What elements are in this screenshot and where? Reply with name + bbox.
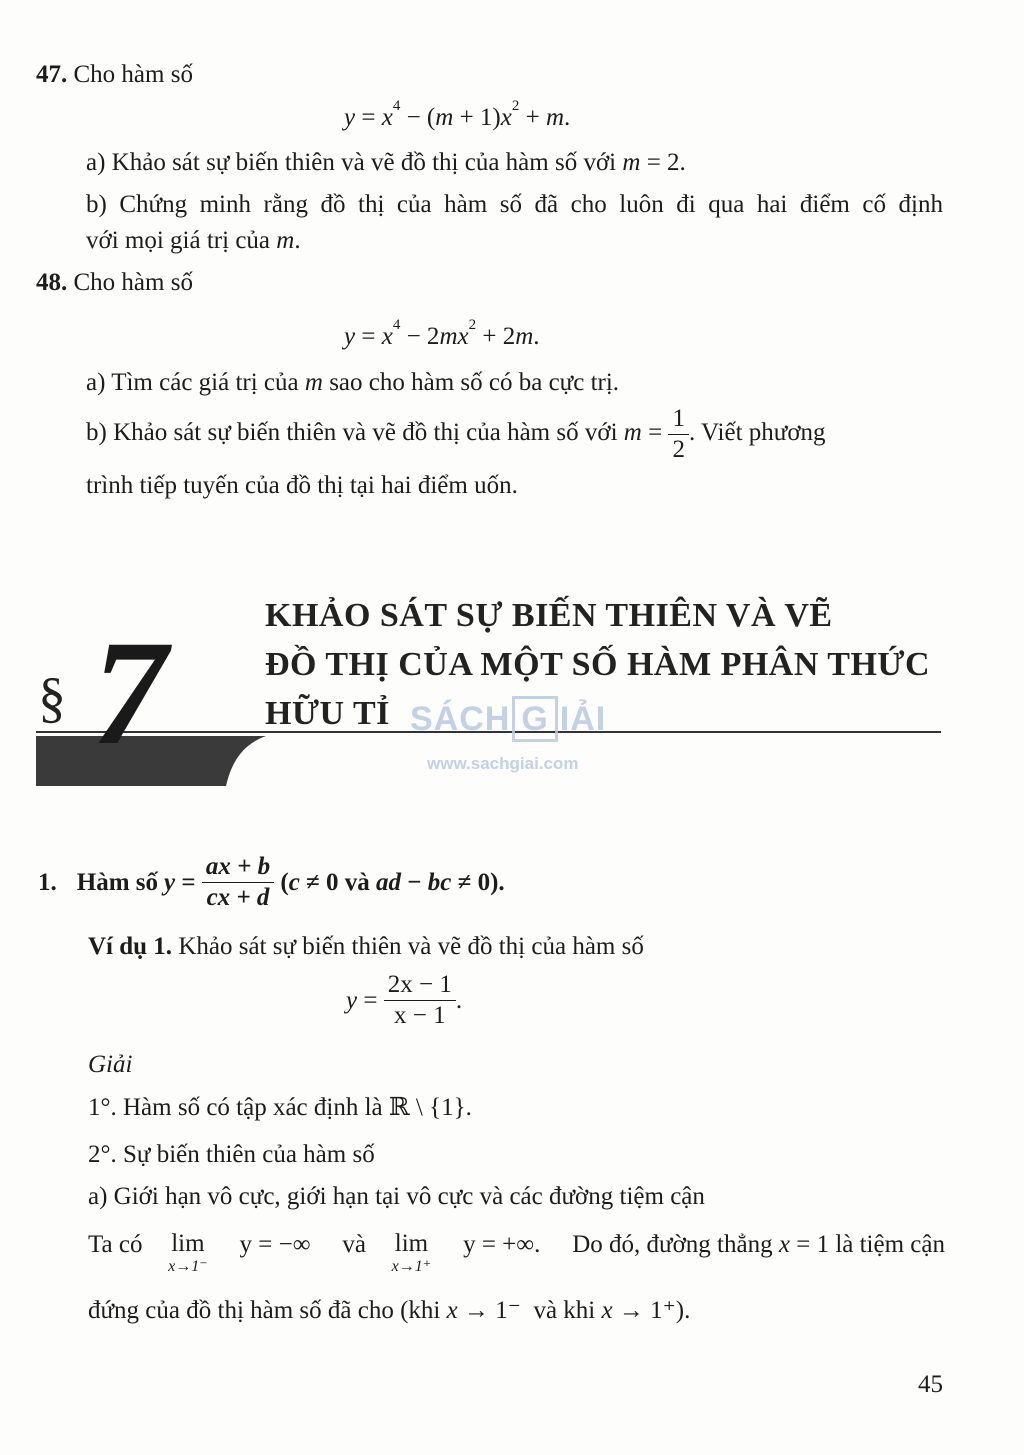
text-run: sao cho hàm số có ba cực trị.: [322, 369, 620, 396]
eq-term: − (: [400, 104, 436, 131]
text-run: a) Tìm các giá trị của: [86, 369, 305, 396]
exercise-48-equation: [344, 317, 540, 352]
asymptote-line: [88, 1296, 690, 1326]
text-run: b) Khảo sát sự biến thiên và vẽ đồ thị của hàm số với: [86, 419, 624, 447]
text-run: a) Khảo sát sự biến thiên và vẽ đồ thị của hàm số với: [86, 149, 623, 176]
text-run: Ta có: [88, 1231, 143, 1258]
eq-term: + 2: [476, 323, 516, 350]
eq-term: (: [274, 868, 289, 896]
eq-term: =: [357, 986, 384, 1014]
fraction-numerator: 1: [668, 404, 689, 435]
part-label: Hàm số: [76, 868, 158, 896]
exercise-48-part-a: [86, 368, 619, 398]
lim-subscript: x→1⁺: [391, 1258, 432, 1275]
section-number: 7: [92, 610, 167, 776]
fraction-denominator: x − 1: [393, 1002, 446, 1029]
eq-term: mx: [439, 323, 469, 350]
eq-term: x: [381, 323, 393, 350]
text-run: → 1⁺).: [612, 1297, 691, 1324]
page-number: 45: [918, 1371, 943, 1398]
eq-term: .: [455, 986, 463, 1014]
eq-term: y: [344, 323, 356, 350]
eq-term: y: [164, 868, 176, 896]
watermark-logo: [410, 696, 606, 742]
eq-term: +: [519, 104, 546, 131]
eq-term: y: [344, 104, 356, 131]
text-run: ℝ \ {1}.: [388, 1094, 472, 1121]
watermark-text: IẢI: [559, 699, 607, 738]
exercise-47-part-a: [86, 148, 686, 178]
exercise-47-part-b-line1: b) Chứng minh rằng đồ thị của hàm số đã cho luôn đi qua hai điểm cố định: [86, 191, 943, 218]
section-symbol: §: [38, 667, 66, 729]
text-run: . Viết phương: [688, 419, 826, 447]
text-run: đứng của đồ thị hàm số đã cho (khi: [88, 1297, 447, 1324]
text-run: .: [294, 227, 301, 254]
exercise-number: 47.: [36, 61, 68, 88]
eq-term: c: [288, 868, 300, 896]
limits-line: [88, 1230, 945, 1276]
text-run: m: [276, 227, 295, 254]
eq-term: ad: [376, 868, 402, 896]
eq-term: −: [401, 868, 428, 896]
eq-term: ≠ 0 và: [299, 868, 377, 896]
eq-term: bc: [427, 868, 452, 896]
exercise-number: 48.: [36, 269, 68, 296]
section-title-line2: ĐỒ THỊ CỦA MỘT SỐ HÀM PHÂN THỨC: [265, 646, 931, 683]
eq-term: x: [500, 104, 512, 131]
example-label: Ví dụ 1.: [88, 933, 173, 960]
exercise-47-heading: [36, 60, 193, 90]
example-1-equation: [346, 970, 462, 1031]
exercise-48-heading: [36, 268, 193, 298]
text-run: với mọi giá trị của: [86, 227, 277, 254]
exercise-intro: Cho hàm số: [73, 269, 193, 296]
eq-term: .: [564, 104, 571, 131]
text-run: = 2.: [640, 149, 686, 176]
eq-exponent: 4: [392, 98, 401, 114]
text-run: m: [622, 149, 641, 176]
text-run: y = −∞: [233, 1231, 317, 1258]
text-run: [566, 1230, 945, 1260]
limit-left: [168, 1230, 208, 1276]
text-run: x: [446, 1297, 458, 1324]
limit-right: [392, 1230, 432, 1276]
fraction-denominator: cx + d: [206, 884, 270, 911]
eq-term: =: [355, 323, 382, 350]
text-run: và: [342, 1231, 367, 1258]
solution-step-2a: a) Giới hạn vô cực, giới hạn tại vô cực và các đường tiệm cận: [88, 1183, 705, 1210]
eq-term: =: [175, 868, 202, 896]
eq-term: m: [515, 323, 534, 350]
watermark-url: www.sachgiai.com: [427, 754, 579, 773]
fraction-one-half: [668, 404, 689, 465]
text-run: → 1⁻: [457, 1297, 528, 1324]
eq-term: ≠ 0).: [451, 868, 505, 896]
exercise-47-equation: [344, 98, 571, 133]
eq-exponent: 2: [511, 98, 520, 114]
eq-term: + 1): [453, 104, 501, 131]
text-run: x: [778, 1231, 790, 1258]
watermark-text: SÁCH: [410, 699, 511, 738]
solution-step-1: [88, 1093, 472, 1123]
eq-exponent: 4: [392, 317, 401, 333]
lim-subscript: x→1⁻: [168, 1258, 208, 1275]
section-title-line1: KHẢO SÁT SỰ BIẾN THIÊN VÀ VẼ: [265, 597, 833, 634]
eq-term: − 2: [400, 323, 440, 350]
fraction-general: [202, 852, 274, 913]
part-1-heading: [38, 852, 505, 913]
text-run: m: [304, 369, 323, 396]
part-number: 1.: [38, 868, 57, 896]
solution-step-2: 2°. Sự biến thiên của hàm số: [88, 1141, 375, 1168]
exercise-48-part-b-line2: trình tiếp tuyến của đồ thị tại hai điểm uốn.: [86, 472, 518, 499]
fraction-numerator: 2x − 1: [384, 970, 456, 1001]
text-run: 1°. Hàm số có tập xác định là: [88, 1094, 389, 1121]
eq-term: m: [545, 104, 565, 131]
eq-term: m: [435, 104, 454, 131]
text-run: và khi: [527, 1297, 602, 1324]
text-run: Do đó, đường thẳng: [565, 1231, 779, 1258]
eq-term: y: [346, 986, 358, 1014]
text-run: =: [641, 419, 669, 447]
text-run: [86, 404, 826, 465]
solution-label: Giải: [88, 1051, 133, 1078]
text-run: m: [623, 419, 642, 447]
text-run: x: [601, 1297, 613, 1324]
fraction-numerator: ax + b: [202, 852, 274, 883]
example-1-statement: [88, 932, 644, 962]
eq-term: x: [381, 104, 393, 131]
fraction-denominator: 2: [672, 436, 685, 463]
exercise-48-part-b-line1: [86, 404, 943, 465]
text-run: y = +∞.: [456, 1231, 541, 1258]
section-title-line3: HỮU TỈ: [265, 695, 390, 732]
exercise-intro: Cho hàm số: [73, 61, 193, 88]
text-run: = 1 là tiệm cận: [789, 1231, 945, 1258]
lim-word: lim: [171, 1230, 205, 1257]
eq-exponent: 2: [468, 317, 477, 333]
eq-term: =: [355, 104, 382, 131]
text-run: Khảo sát sự biến thiên và vẽ đồ thị của hàm số: [172, 933, 644, 960]
fraction-example: [384, 970, 456, 1031]
lim-word: lim: [394, 1230, 429, 1257]
eq-term: .: [533, 323, 540, 350]
exercise-47-part-b-line2: [86, 226, 301, 256]
watermark-logo-icon: G: [512, 696, 557, 742]
